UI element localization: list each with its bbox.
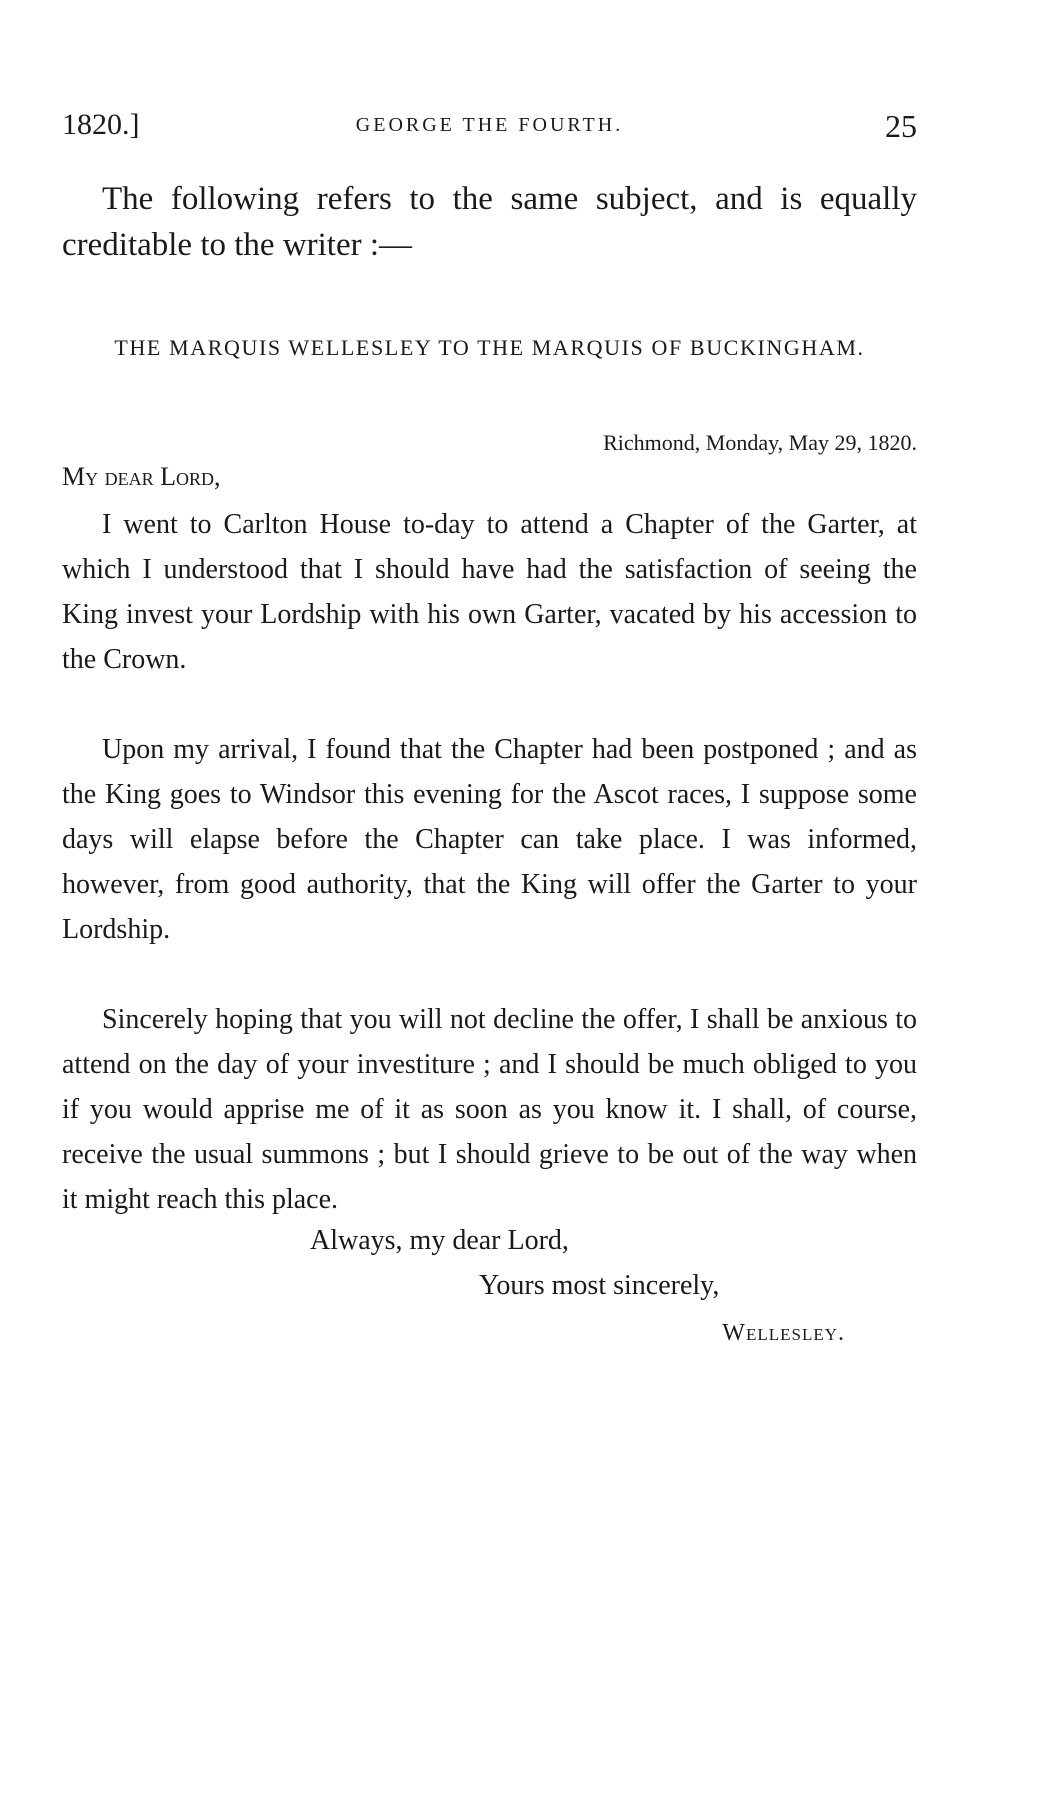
letter-closing-line: Always, my dear Lord, [310, 1225, 569, 1256]
running-head [62, 108, 917, 148]
letter-signature: Wellesley. [722, 1320, 845, 1346]
letter-paragraph: I went to Carlton House to-day to attend a Chapter of the Garter, at which I understood that I should have had the satisfaction of seeing the King invest your Lordship with his own Garter, vacated by his accession to the Crown. [62, 509, 917, 675]
letter-closing-line: Yours most sincerely, [479, 1270, 720, 1301]
letter-paragraph: Sincerely hoping that you will not decline the offer, I shall be anxious to attend on the day of your investiture ; and I should be much obliged to you if you would apprise me of it as soon as you know it. I shall, of course, receive the usual summons ; but I should grieve to be out of the way when it might reach this place. [62, 1004, 917, 1215]
running-head-year: 1820.] [62, 108, 140, 141]
running-head-title: GEORGE THE FOURTH. [355, 114, 624, 136]
letter-dateline: Richmond, Monday, May 29, 1820. [603, 430, 917, 455]
book-page [62, 0, 917, 1800]
intro-paragraph: The following refers to the same subject, and is equally creditable to the writer :— [62, 181, 917, 263]
letter-paragraph: Upon my arrival, I found that the Chapter had been postponed ; and as the King goes to Windsor this evening for the Ascot races, I suppose some days will elapse before the Chapter can take place. I was informed, however, from good authority, that the King will offer the Garter to your Lordship. [62, 734, 917, 945]
page-number: 25 [885, 108, 917, 144]
letter-salutation: My dear Lord, [62, 462, 221, 491]
letter-heading: THE MARQUIS WELLESLEY TO THE MARQUIS OF BUCKINGHAM. [114, 335, 865, 360]
